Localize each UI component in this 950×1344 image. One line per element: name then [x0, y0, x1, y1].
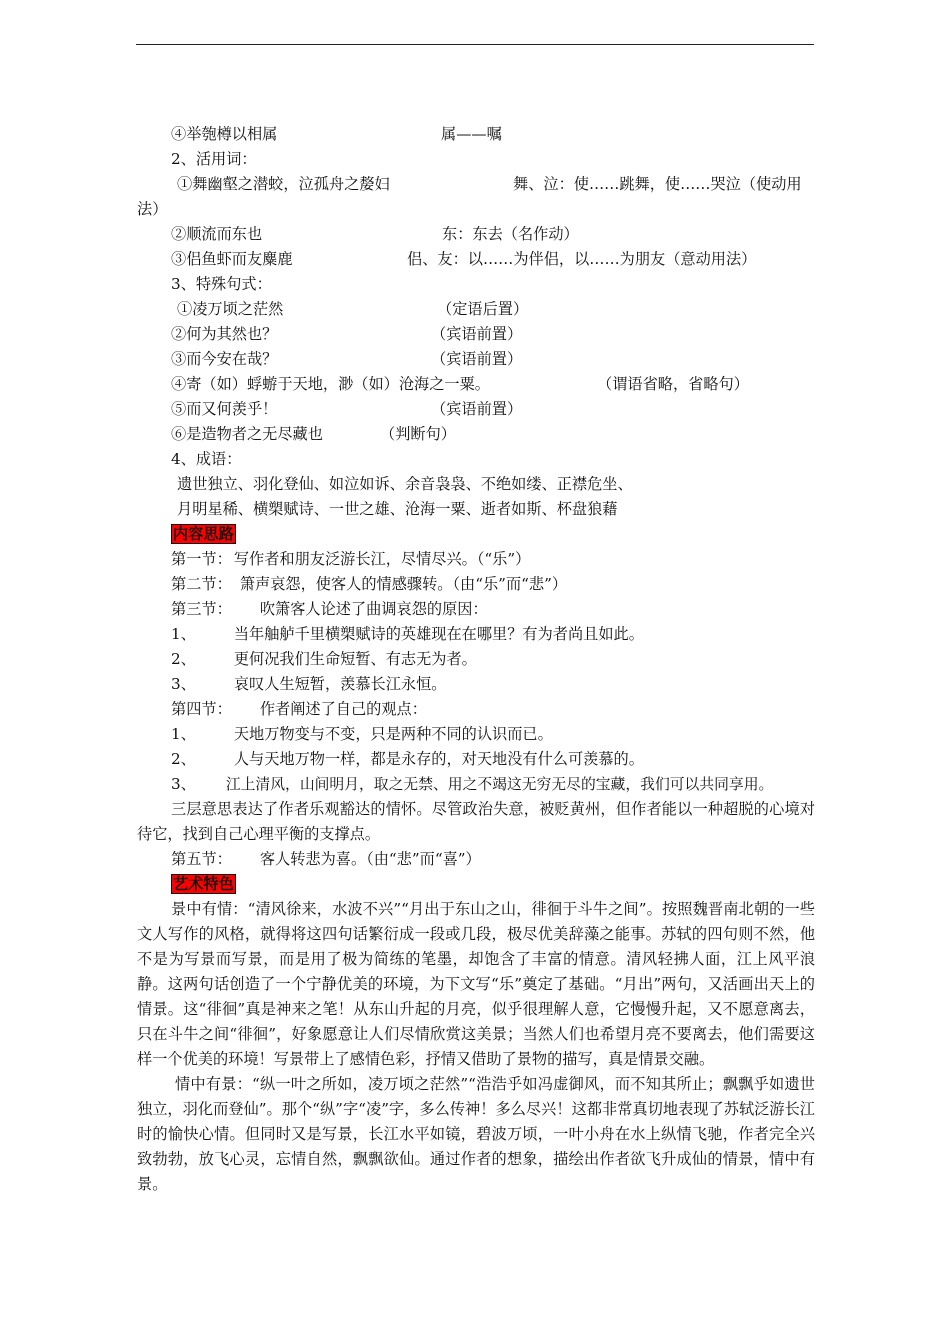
- list-number: 1、: [171, 725, 196, 743]
- list-text: 哀叹人生短暂，羡慕长江永恒。: [233, 675, 447, 693]
- sentence-text: ②顺流而东也: [171, 225, 263, 243]
- highlight-badge: 艺术特色: [173, 875, 234, 893]
- section-label: 第一节：: [171, 550, 232, 568]
- sentence-text: ②何为其然也？: [171, 325, 278, 343]
- sentence-note: 属——嘱: [441, 125, 502, 143]
- sentence-line: [137, 247, 815, 272]
- list-text: 当年舳舻千里横槊赋诗的英雄现在在哪里？有为者尚且如此。: [233, 625, 644, 643]
- idiom-list-line: 月明星稀、横槊赋诗、一世之雄、沧海一粟、逝者如斯、杯盘狼藉: [177, 500, 618, 518]
- section-line: [137, 572, 815, 597]
- list-item: [137, 722, 815, 747]
- sentence-text: ④寄（如）蜉蝣于天地，渺（如）沧海之一粟。: [171, 375, 490, 393]
- summary-paragraph: 三层意思表达了作者乐观豁达的情怀。尽管政治失意，被贬黄州，但作者能以一种超脱的心境对待它，找到自己心理平衡的支撑点。: [137, 800, 815, 843]
- art-paragraph: 情中有景：“纵一叶之所如，凌万顷之茫然”“浩浩乎如冯虚御风，而不知其所止；飘飘乎如遗世独立，羽化而登仙”。那个“纵”字“凌”字，多么传神！多么尽兴！这都非常真切地表现了苏轼泛游长江时的愉快心情。但同时又是写景，长江水平如镜，碧波万顷，一叶小舟在水上纵情飞驰，作者完全兴致勃勃，放飞心灵，忘情自然，飘飘欲仙。通过作者的想象，描绘出作者欲飞升成仙的情景，情中有景。: [137, 1075, 815, 1193]
- section-label: 第五节：: [171, 850, 232, 868]
- sentence-note: （宾语前置）: [431, 400, 523, 418]
- section-line: [137, 847, 815, 872]
- list-number: 3、: [171, 775, 196, 793]
- list-text: 江上清风，山间明月，取之无禁、用之不竭这无穷无尽的宝藏，我们可以共同享用。: [225, 776, 774, 793]
- art-paragraph: 景中有情：“清风徐来，水波不兴”“月出于东山之山，徘徊于斗牛之间”。按照魏晋南北朝的一些文人写作的风格，就得将这四句话繁衍成一段或几段，极尽优美辞藻之能事。苏轼的四句则不然，他不是为写景而写景，而是用了极为简练的笔墨，却饱含了丰富的情意。清风轻拂人面，江上风平浪静。这两句话创造了一个宁静优美的环境，为下文写“乐”奠定了基础。“月出”两句，又活画出天上的情景。这“徘徊”真是神来之笔！从东山升起的月亮，似乎很理解人意，它慢慢升起，又不愿意离去，只在斗牛之间“徘徊”，好象愿意让人们尽情欣赏这美景；当然人们也希望月亮不要离去，他们需要这样一个优美的环境！写景带上了感情色彩，抒情又借助了景物的描写，真是情景交融。: [137, 900, 815, 1068]
- sentence-line: [137, 422, 815, 447]
- sentence-text: ③而今安在哉？: [171, 350, 278, 368]
- highlight-badge: 内容思路: [173, 525, 234, 543]
- heading-teshujushi: 3、特殊句式：: [171, 275, 272, 293]
- list-text: 天地万物变与不变，只是两种不同的认识而已。: [233, 725, 553, 743]
- section-label: 第二节：: [171, 575, 232, 593]
- sentence-note: （判断句）: [380, 425, 456, 443]
- list-number: 2、: [171, 750, 196, 768]
- sentence-line: [137, 397, 815, 422]
- section-text: 写作者和朋友泛游长江，尽情尽兴。（“乐”）: [233, 550, 531, 568]
- section-text: 客人转悲为喜。（由“悲”而“喜”）: [259, 850, 481, 868]
- sentence-text: ③侣鱼虾而友麋鹿: [171, 250, 293, 268]
- section-text: 吹箫客人论述了曲调哀怨的原因：: [259, 600, 488, 618]
- section-text: 作者阐述了自己的观点：: [259, 700, 427, 718]
- list-item: [137, 647, 815, 672]
- sentence-note: （定语后置）: [437, 300, 529, 318]
- section-text: 箫声哀怨，使客人的情感骤转。（由“乐”而“悲”）: [239, 575, 568, 593]
- list-item: [137, 672, 815, 697]
- list-item: [137, 772, 815, 797]
- list-text: 更何况我们生命短暂、有志无为者。: [233, 650, 477, 668]
- section-line: [137, 547, 815, 572]
- list-number: 2、: [171, 650, 196, 668]
- sentence-line: [137, 347, 815, 372]
- list-item: [137, 622, 815, 647]
- sentence-line: [137, 172, 815, 197]
- list-text: 人与天地万物一样，都是永存的，对天地没有什么可羡慕的。: [233, 750, 644, 768]
- sentence-line: [137, 297, 815, 322]
- section-badge-art: [137, 872, 815, 897]
- section-badge-content: [137, 522, 815, 547]
- sentence-line: [137, 372, 815, 397]
- section-line: [137, 597, 815, 622]
- sentence-note-continued: 法）: [137, 200, 168, 218]
- document-body: [137, 122, 815, 1197]
- sentence-text: ①凌万顷之茫然: [177, 300, 284, 318]
- sentence-line: [137, 122, 815, 147]
- section-line: [137, 697, 815, 722]
- section-label: 第四节：: [171, 700, 232, 718]
- sentence-text: ④举匏樽以相属: [171, 125, 278, 143]
- sentence-note: （谓语省略，省略句）: [597, 375, 749, 393]
- sentence-note: （宾语前置）: [431, 350, 523, 368]
- heading-chengyu: 4、成语：: [171, 450, 242, 468]
- sentence-text: ⑥是造物者之无尽藏也: [171, 425, 323, 443]
- sentence-note: 舞、泣：使……跳舞，使……哭泣（使动用: [513, 175, 802, 193]
- sentence-note: （宾语前置）: [431, 325, 523, 343]
- heading-huoyongci: 2、活用词：: [171, 150, 257, 168]
- sentence-line: [137, 222, 815, 247]
- idiom-list-line: 遗世独立、羽化登仙、如泣如诉、余音袅袅、不绝如缕、正襟危坐、: [177, 475, 633, 493]
- header-rule: [136, 44, 814, 45]
- sentence-text: ⑤而又何羡乎！: [171, 400, 278, 418]
- section-label: 第三节：: [171, 600, 232, 618]
- sentence-text: ①舞幽壑之潜蛟，泣孤舟之嫠妇: [177, 175, 390, 193]
- list-number: 1、: [171, 625, 196, 643]
- list-number: 3、: [171, 675, 196, 693]
- sentence-note: 侣、友：以……为伴侣，以……为朋友（意动用法）: [407, 250, 757, 268]
- list-item: [137, 747, 815, 772]
- sentence-note: 东：东去（名作动）: [442, 225, 579, 243]
- sentence-line: [137, 322, 815, 347]
